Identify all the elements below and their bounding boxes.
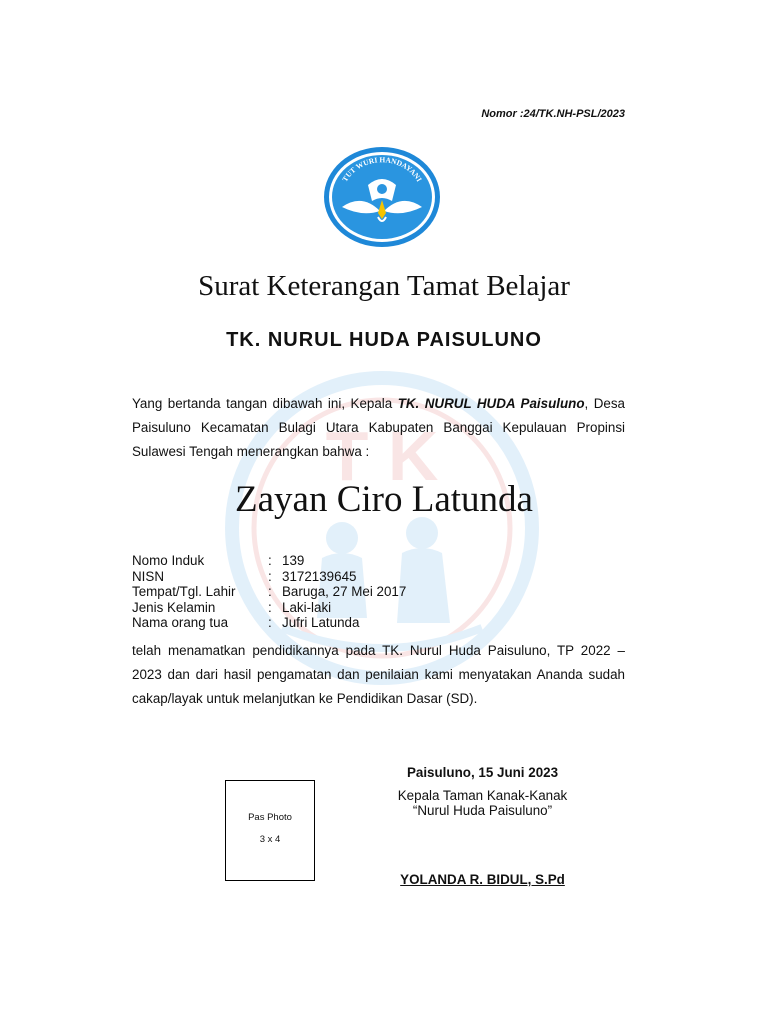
field-label: NISN [132,568,164,584]
certificate-title: Surat Keterangan Tamat Belajar [198,270,570,302]
student-details [132,553,406,631]
field-row-nomor-induk [132,553,406,569]
closing-paragraph: telah menamatkan pendidikannya pada TK. Nurul Huda Paisuluno, TP 2022 – 2023 dan dari hasil pengamatan dan penilaian kami menyatakan Ananda sudah cakap/layak untuk melanjutkan ke Pendidikan Dasar (SD). [132,643,625,706]
field-value: Laki-laki [282,599,332,615]
signer-position-line1: Kepala Taman Kanak-Kanak [397,788,568,803]
field-colon: : [268,599,272,615]
intro-text-start: Yang bertanda tangan dibawah ini, Kepala [132,396,398,411]
field-label: Tempat/Tgl. Lahir [132,584,236,599]
field-value: 3172139645 [282,568,357,584]
logo-text: TUT WURI HANDAYANI [340,155,424,184]
signer-name: YOLANDA R. BIDUL, S.Pd [400,872,565,887]
field-value: Baruga, 27 Mei 2017 [282,584,407,599]
intro-text-end: , Desa Paisuluno Kecamatan Bulagi Utara Kabupaten Banggai Kepulauan Propinsi Sulawesi Tengah menerangkan bahwa : [132,396,625,459]
field-label: Nomo Induk [132,553,205,568]
school-name: TK. NURUL HUDA PAISULUNO [226,329,542,351]
intro-paragraph [132,392,625,464]
field-value: 139 [282,553,305,568]
photo-size: 3 x 4 [259,834,281,845]
intro-school-name: TK. NURUL HUDA Paisuluno [397,396,585,411]
field-value: Jufri Latunda [282,615,360,630]
field-label: Nama orang tua [132,615,229,630]
student-name: Zayan Ciro Latunda [235,479,533,520]
signer-position-line2: “Nurul Huda Paisuluno” [412,803,553,818]
watermark-letters: T K [325,417,439,495]
field-colon: : [268,553,272,568]
signature-date: Paisuluno, 15 Juni 2023 [406,765,559,780]
field-label: Jenis Kelamin [132,599,216,615]
field-row-birth [132,584,406,600]
field-row-gender [132,600,406,616]
tut-wuri-handayani-logo-icon [322,145,442,250]
field-colon: : [268,584,272,599]
document-number: Nomor :24/TK.NH-PSL/2023 [481,108,625,120]
photo-label: Pas Photo [248,812,292,823]
field-row-nisn [132,569,406,585]
signer-position [370,788,595,818]
field-colon: : [268,568,272,584]
field-colon: : [268,615,272,630]
field-row-parent [132,615,406,631]
photo-placeholder [225,780,315,881]
